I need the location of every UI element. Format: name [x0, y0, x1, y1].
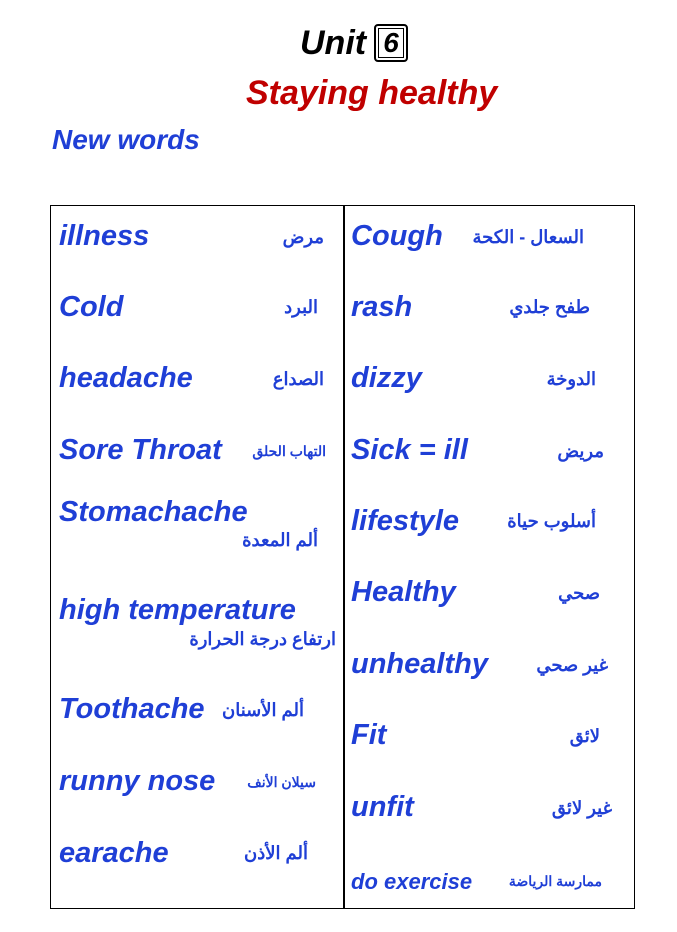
unit-label: Unit: [300, 23, 367, 62]
vocab-word: Sore Throat: [59, 434, 222, 466]
vocab-word: high temperature: [59, 594, 296, 626]
vocab-word: Healthy: [351, 576, 456, 608]
vocab-word: Cold: [59, 291, 124, 323]
vocab-word: Toothache: [59, 693, 205, 725]
vocab-word: Stomachache: [59, 496, 248, 528]
vocab-meaning: ارتفاع درجة الحرارة: [189, 629, 336, 649]
vocab-word: unhealthy: [351, 648, 488, 680]
vocab-word: earache: [59, 837, 169, 869]
vocab-meaning: ألم الأسنان: [222, 700, 304, 720]
vocab-meaning: التهاب الحلق: [252, 443, 326, 459]
unit-number-box: 6: [374, 24, 408, 62]
vocab-word: runny nose: [59, 765, 216, 797]
vocab-meaning: الصداع: [272, 369, 324, 389]
vocabulary-table: [50, 205, 635, 909]
vocab-meaning: سيلان الأنف: [247, 774, 316, 790]
vocab-meaning: غير لائق: [551, 798, 612, 818]
vocab-meaning: السعال - الكحة: [472, 227, 584, 247]
vocab-word: dizzy: [351, 362, 422, 394]
vocab-word: do exercise: [351, 869, 473, 894]
vocab-meaning: مرض: [282, 227, 324, 247]
vocab-meaning: البرد: [284, 297, 318, 317]
vocab-word: Cough: [351, 220, 443, 252]
vocab-word: rash: [351, 291, 413, 323]
vocab-meaning: لائق: [569, 726, 600, 746]
vocab-meaning: الدوخة: [546, 369, 596, 389]
vocab-meaning: طفح جلدي: [509, 297, 590, 317]
vocab-meaning: غير صحي: [536, 655, 608, 675]
section-heading: New words: [52, 124, 200, 155]
vocab-word: headache: [59, 362, 193, 394]
vocab-word: unfit: [351, 791, 414, 823]
vocab-word: illness: [59, 220, 150, 252]
vocab-meaning: ممارسة الرياضة: [508, 873, 602, 889]
vocab-meaning: مريض: [557, 441, 604, 461]
vocab-word: Sick = ill: [351, 434, 468, 466]
vocab-meaning: ألم المعدة: [242, 530, 318, 550]
page-title: Staying healthy: [246, 74, 498, 112]
vocab-meaning: أسلوب حياة: [507, 511, 596, 531]
vocab-word: lifestyle: [351, 505, 459, 537]
vocab-meaning: ألم الأذن: [244, 843, 308, 863]
vocab-word: Fit: [351, 719, 387, 751]
vocab-meaning: صحي: [558, 583, 600, 603]
unit-heading: [300, 22, 408, 64]
column-divider: [343, 206, 345, 908]
